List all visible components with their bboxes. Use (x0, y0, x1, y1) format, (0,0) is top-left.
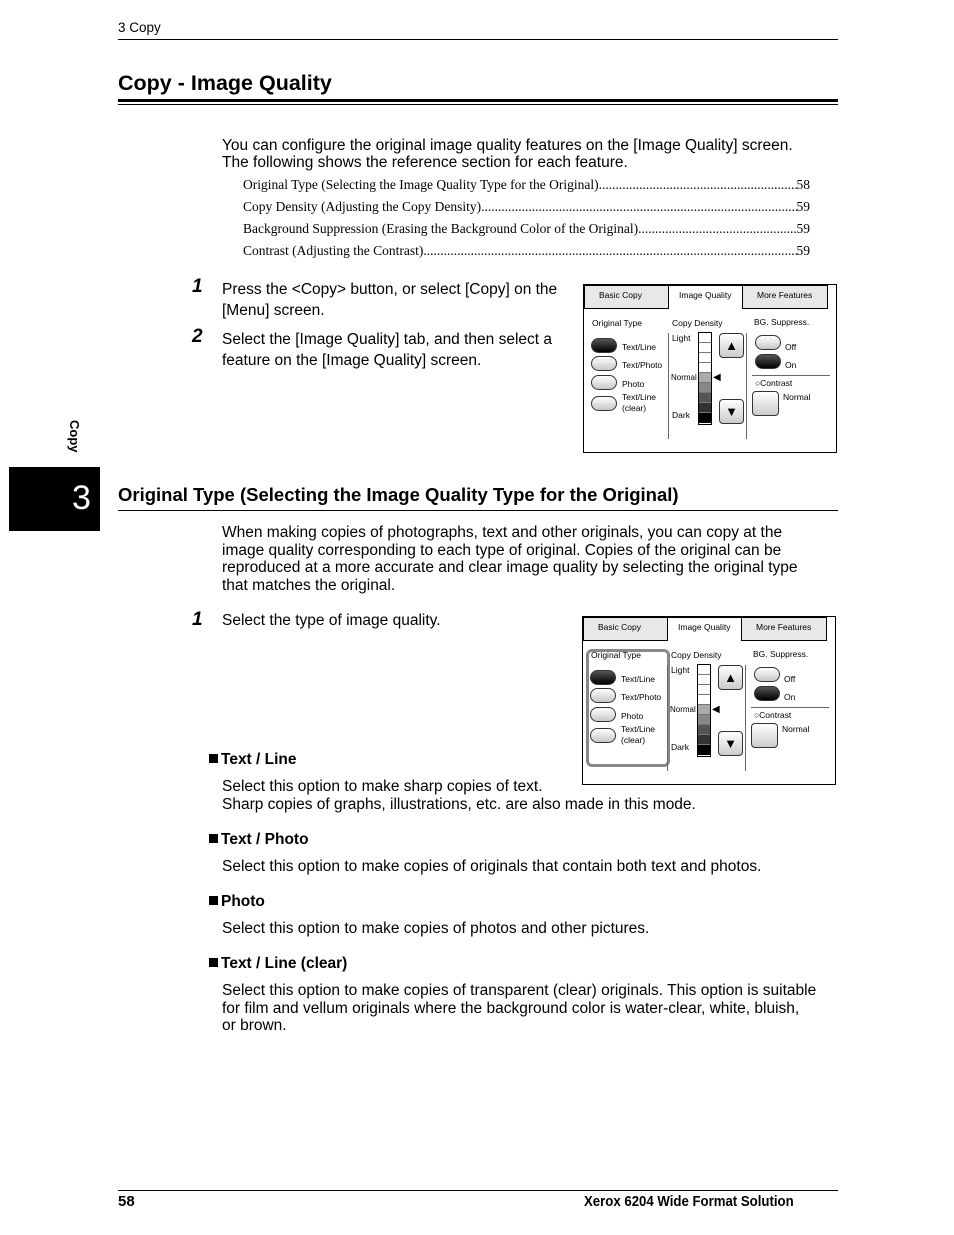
option-heading: Text / Line (clear) (209, 955, 347, 973)
bullet-icon (209, 958, 218, 967)
density-down-button[interactable]: ▼ (718, 731, 743, 756)
photo-button[interactable] (591, 375, 617, 390)
tab-basic-copy[interactable]: Basic Copy (584, 285, 670, 309)
option-description: Select this option to make copies of transparent (clear) originals. This option is suitable for film and vellum originals where the background color is water-clear, white, bluish, or brown. (222, 982, 817, 1034)
toc-page: 59 (796, 243, 810, 258)
density-scale (697, 664, 711, 757)
footer-rule (118, 1190, 838, 1191)
image-quality-screen: Basic Copy Image Quality More Features Original Type Text/Line Text/Photo Photo Text/Line (clear) Copy Density Light Normal Dark ◀ ▲ ▼ BG. Suppress. Off On ○Contrast Normal (583, 284, 837, 453)
page-title: Copy - Image Quality (118, 71, 332, 95)
tab-image-quality[interactable]: Image Quality (668, 285, 744, 309)
step-text: Select the [Image Quality] tab, and then select a feature on the [Image Quality] screen. (222, 331, 553, 369)
original-type-label: Original Type (592, 318, 642, 328)
toc-page: 59 (796, 221, 810, 236)
contrast-button[interactable] (751, 723, 778, 748)
bullet-icon (209, 834, 218, 843)
step-number: 2 (192, 326, 203, 347)
bg-on-button[interactable] (754, 686, 780, 701)
bg-off-button[interactable] (754, 667, 780, 682)
title-rule-thick (118, 99, 838, 102)
bullet-icon (209, 754, 218, 763)
toc-label: Copy Density (Adjusting the Copy Density) (243, 199, 482, 214)
toc-label: Background Suppression (Erasing the Background Color of the Original) (243, 221, 639, 236)
option-description: Select this option to make copies of originals that contain both text and photos. (222, 858, 762, 875)
density-down-button[interactable]: ▼ (719, 399, 744, 424)
toc-label: Contrast (Adjusting the Contrast) (243, 243, 424, 258)
density-pointer-icon: ◀ (713, 372, 721, 383)
header-rule (118, 39, 838, 40)
original-type-label: Original Type (591, 650, 641, 660)
density-up-button[interactable]: ▲ (718, 665, 743, 690)
step-text: Select the type of image quality. (222, 612, 441, 629)
page-number: 58 (118, 1193, 135, 1210)
chapter-number: 3 (72, 479, 91, 517)
product-name: Xerox 6204 Wide Format Solution (584, 1193, 794, 1210)
bg-suppress-label: BG. Suppress. (754, 317, 810, 327)
text-line-clear-button[interactable] (591, 396, 617, 411)
side-tab-label: Copy (67, 420, 82, 453)
intro-line-2: The following shows the reference section for each feature. (222, 154, 628, 171)
toc-entry[interactable] (243, 177, 810, 193)
toc-label: Original Type (Selecting the Image Quality Type for the Original) (243, 177, 599, 192)
text-line-clear-button[interactable] (590, 728, 616, 743)
option-heading: Text / Line (209, 751, 297, 769)
text-photo-button[interactable] (591, 356, 617, 371)
title-rule-thin (118, 104, 838, 105)
toc-page: 58 (796, 177, 810, 192)
tab-more-features[interactable]: More Features (741, 617, 827, 641)
option-heading: Text / Photo (209, 831, 309, 849)
contrast-label: ○Contrast (755, 378, 793, 388)
running-head: 3 Copy (118, 20, 161, 35)
chapter-tab (9, 467, 100, 531)
text-line-button[interactable] (591, 338, 617, 353)
option-description: Select this option to make sharp copies of text. Sharp copies of graphs, illustrations, etc. are also made in this mode. (222, 778, 696, 813)
toc-entry[interactable] (243, 243, 810, 259)
bullet-icon (209, 896, 218, 905)
tab-image-quality[interactable]: Image Quality (667, 617, 743, 641)
density-scale (698, 332, 712, 425)
copy-density-label: Copy Density (672, 318, 723, 328)
section-rule (118, 510, 838, 511)
contrast-label: ○Contrast (754, 710, 792, 720)
contrast-button[interactable] (752, 391, 779, 416)
bg-on-button[interactable] (755, 354, 781, 369)
toc-page: 59 (796, 199, 810, 214)
step-text: Press the <Copy> button, or select [Copy] on the [Menu] screen. (222, 281, 558, 319)
section-paragraph: When making copies of photographs, text and other originals, you can copy at the image quality corresponding to each type of original. Copies of the original can be reproduced at a more accurate and clear image quality by selecting the original type that matches the original. (222, 524, 798, 594)
photo-button[interactable] (590, 707, 616, 722)
option-heading: Photo (209, 893, 265, 911)
density-up-button[interactable]: ▲ (719, 333, 744, 358)
toc-entry[interactable] (243, 199, 810, 215)
text-photo-button[interactable] (590, 688, 616, 703)
toc-entry[interactable] (243, 221, 810, 237)
density-pointer-icon: ◀ (712, 704, 720, 715)
option-description: Select this option to make copies of photos and other pictures. (222, 920, 650, 937)
copy-density-label: Copy Density (671, 650, 722, 660)
step-number: 1 (192, 276, 203, 297)
step-number: 1 (192, 609, 203, 630)
bg-off-button[interactable] (755, 335, 781, 350)
text-line-button[interactable] (590, 670, 616, 685)
bg-suppress-label: BG. Suppress. (753, 649, 809, 659)
tab-basic-copy[interactable]: Basic Copy (583, 617, 669, 641)
section-title: Original Type (Selecting the Image Quality Type for the Original) (118, 484, 679, 505)
image-quality-screen-highlighted: Basic Copy Image Quality More Features Original Type Text/Line Text/Photo Photo Text/Line (clear) Copy Density Light Normal Dark ◀ ▲ ▼ BG. Suppress. Off On ○Contrast Normal (582, 616, 836, 785)
intro-line-1: You can configure the original image quality features on the [Image Quality] screen. (222, 137, 793, 154)
tab-more-features[interactable]: More Features (742, 285, 828, 309)
